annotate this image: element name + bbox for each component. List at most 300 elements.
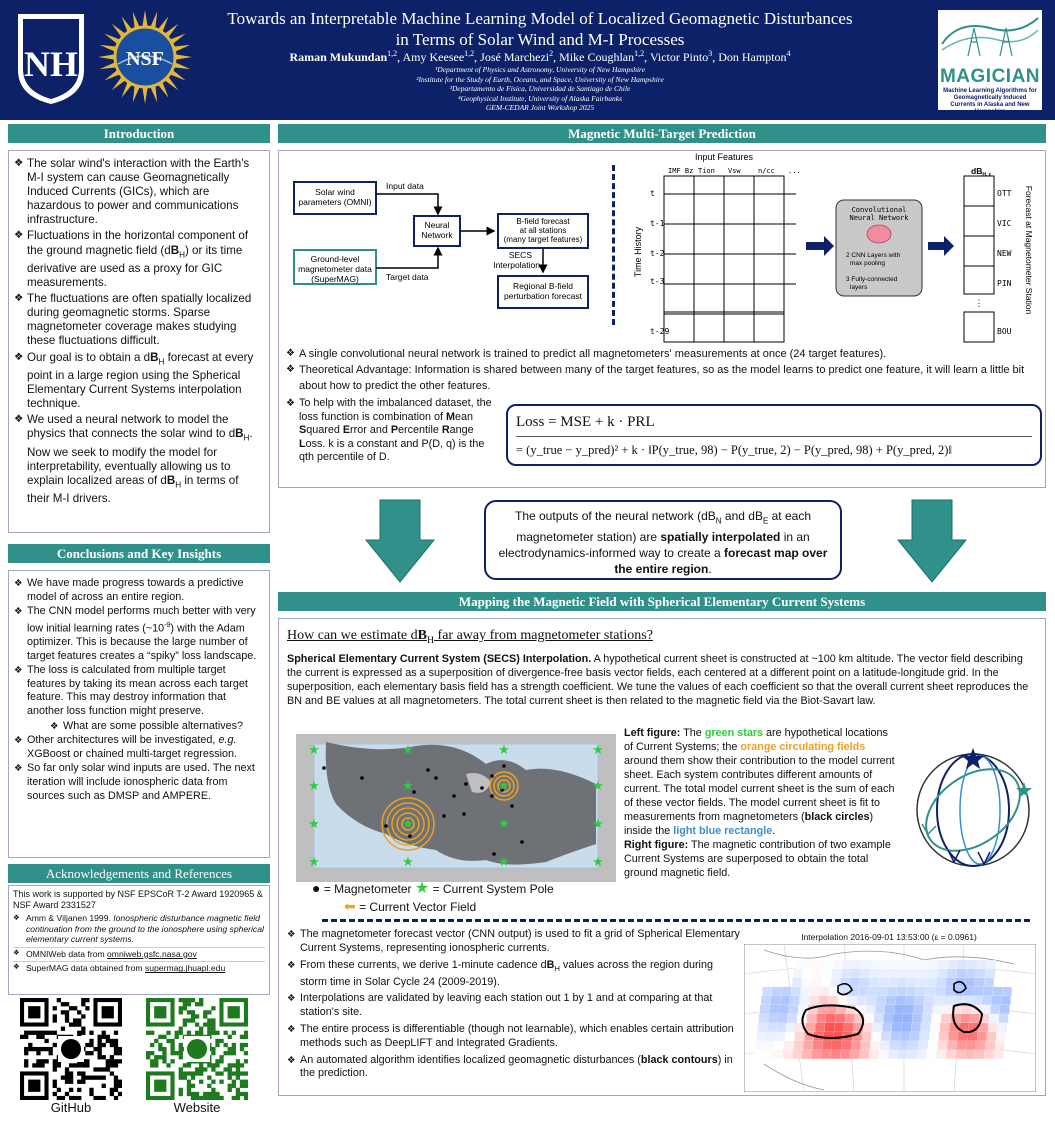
loss-text: ercentile bbox=[398, 424, 442, 436]
qr-module bbox=[77, 1088, 81, 1092]
input-features-label: Input Features bbox=[694, 152, 754, 162]
interp-cell bbox=[940, 1023, 949, 1032]
qr-module bbox=[57, 998, 61, 1002]
interp-cell bbox=[932, 1014, 941, 1023]
feature-column bbox=[754, 176, 784, 314]
qr-module bbox=[110, 1088, 114, 1092]
interp-cell bbox=[939, 1032, 948, 1041]
interp-cell bbox=[833, 1032, 842, 1041]
mapping-bullet: ❖ Interpolations are validated by leaving each station out 1 by 1 and at comparing at that station's site. bbox=[287, 992, 741, 1020]
interp-cell bbox=[977, 1032, 986, 1041]
conclusion-em: e.g. bbox=[218, 734, 237, 747]
interp-cell bbox=[759, 1014, 768, 1023]
nn-label: Neural Network bbox=[421, 220, 453, 240]
interp-cell bbox=[821, 1050, 830, 1059]
interp-cell bbox=[767, 1023, 776, 1032]
qr-module bbox=[65, 1092, 69, 1096]
qr-module bbox=[199, 1002, 203, 1006]
interp-cell bbox=[965, 1050, 974, 1059]
ref-list bbox=[13, 913, 265, 974]
interp-cell bbox=[820, 987, 829, 996]
qr-module bbox=[102, 1035, 106, 1039]
qr-module bbox=[183, 1018, 187, 1022]
target-data-label: Target data bbox=[386, 272, 429, 282]
interp-cell bbox=[821, 978, 830, 987]
qr-module bbox=[24, 1031, 28, 1035]
qr-module bbox=[207, 1010, 211, 1014]
qr-module bbox=[44, 1031, 48, 1035]
mapping-bullet: ❖ The magnetometer forecast vector (CNN output) is used to fit a grid of Spherical Elementary Current Systems, representing ionospheric currents. bbox=[287, 928, 741, 956]
qr-module bbox=[179, 1031, 183, 1035]
interp-cell bbox=[833, 960, 842, 969]
qr-module bbox=[166, 1039, 170, 1043]
mapping-bullet: ❖ From these currents, we derive 1-minute cadence $dB_H$ values across the region during storm time in Solar Cycle 24 (2009-2019). bbox=[287, 959, 741, 990]
interp-cell bbox=[870, 1041, 879, 1050]
qr-module bbox=[179, 1088, 183, 1092]
qr-module bbox=[40, 1035, 44, 1039]
interp-cell bbox=[890, 1041, 899, 1050]
loss-text: rror and bbox=[350, 424, 391, 436]
qr-module bbox=[102, 1055, 106, 1059]
interp-cell bbox=[778, 1014, 787, 1023]
interp-cell bbox=[909, 1041, 918, 1050]
qr-module bbox=[98, 1076, 102, 1080]
interp-cell bbox=[832, 969, 841, 978]
interp-cell bbox=[995, 1041, 1004, 1050]
qr-module bbox=[179, 1071, 183, 1075]
vertical-ellipsis: ⋮ bbox=[974, 298, 984, 308]
qr-module bbox=[77, 1010, 81, 1014]
qr-finder-core bbox=[154, 1006, 166, 1018]
ack-box bbox=[8, 885, 270, 995]
interp-cell bbox=[983, 987, 992, 996]
qr-module bbox=[106, 1035, 110, 1039]
interp-cell bbox=[890, 969, 899, 978]
interp-cell bbox=[999, 1014, 1008, 1023]
conclusion-sup: -9 bbox=[164, 621, 171, 629]
down-arrow-right bbox=[896, 498, 968, 584]
qr-module bbox=[219, 1055, 223, 1059]
interp-cell bbox=[898, 978, 907, 987]
bridge-sub: E bbox=[762, 516, 769, 526]
interp-cell bbox=[927, 1050, 936, 1059]
interp-cell bbox=[947, 1041, 956, 1050]
interp-cell bbox=[785, 1032, 794, 1041]
qr-module bbox=[187, 1080, 191, 1084]
qr-module bbox=[183, 1006, 187, 1010]
qr-module bbox=[53, 1006, 57, 1010]
interp-cell bbox=[912, 1014, 921, 1023]
interp-cell bbox=[755, 1041, 764, 1050]
qr-module bbox=[187, 998, 191, 1002]
qr-module bbox=[53, 1031, 57, 1035]
ref-text: SuperMAG data obtained from bbox=[26, 963, 145, 974]
qr-module bbox=[179, 1006, 183, 1010]
qr-module bbox=[98, 1047, 102, 1051]
interp-cell bbox=[1001, 996, 1010, 1005]
qr-module bbox=[53, 1059, 57, 1063]
qr-module bbox=[179, 1010, 183, 1014]
qr-module bbox=[40, 1059, 44, 1063]
interp-cell bbox=[970, 1014, 979, 1023]
qr-module bbox=[150, 1043, 154, 1047]
qr-module bbox=[244, 1080, 248, 1084]
interp-cell bbox=[888, 978, 897, 987]
interp-cell bbox=[768, 1014, 777, 1023]
intro-bullet: ❖ We used a neural network to model the physics that connects the solar wind to $dB_H$. Now we seek to modify the model for interpretability, eventually allowing us to explain localized areas of $dB_H$ in terms of their M-I drivers. bbox=[14, 413, 264, 506]
interp-cell bbox=[990, 1005, 999, 1014]
qr-module bbox=[179, 1067, 183, 1071]
qr-module bbox=[232, 1047, 236, 1051]
interp-cell bbox=[988, 1023, 997, 1032]
interp-cell bbox=[858, 987, 867, 996]
loss-text: ange bbox=[449, 424, 474, 436]
interp-cell bbox=[992, 996, 1001, 1005]
affiliation-line: GEM-CEDAR Joint Workshop 2025 bbox=[485, 103, 595, 113]
magnetometer-dot bbox=[360, 776, 364, 780]
qr-module bbox=[69, 1022, 73, 1026]
qr-module bbox=[236, 1059, 240, 1063]
qr-module bbox=[81, 1002, 85, 1006]
loss-text: S bbox=[299, 424, 307, 436]
interp-cell bbox=[986, 1041, 995, 1050]
mapping-separator bbox=[322, 919, 1030, 922]
qr-module bbox=[65, 1018, 69, 1022]
qr-module bbox=[240, 1071, 244, 1075]
qr-module bbox=[195, 1022, 199, 1026]
qr-module bbox=[244, 1043, 248, 1047]
interp-cell bbox=[935, 987, 944, 996]
current-pole-star: ★ bbox=[402, 742, 414, 757]
qr-module bbox=[61, 1010, 65, 1014]
qr-module bbox=[114, 1039, 118, 1043]
qr-module bbox=[158, 1055, 162, 1059]
intro-list bbox=[14, 157, 264, 506]
qr-module bbox=[28, 1043, 32, 1047]
qr-module bbox=[77, 1031, 81, 1035]
interp-cell bbox=[984, 1050, 993, 1059]
interp-cell bbox=[880, 969, 889, 978]
qr-module bbox=[85, 998, 89, 1002]
qr-module bbox=[85, 1059, 89, 1063]
interp-cell bbox=[881, 1032, 890, 1041]
bridge-text: The outputs of the neural network (dB bbox=[515, 509, 716, 523]
qr-module bbox=[199, 998, 203, 1002]
qr-module bbox=[191, 1018, 195, 1022]
qr-module bbox=[211, 1063, 215, 1067]
conclusion-bullet: ❖ We have made progress towards a predictive model of across an entire region. bbox=[14, 577, 264, 604]
interp-cell bbox=[860, 1050, 869, 1059]
qr-module bbox=[36, 1035, 40, 1039]
qr-module bbox=[106, 1059, 110, 1063]
interp-cell bbox=[819, 996, 828, 1005]
qr-module bbox=[85, 1063, 89, 1067]
qr-module bbox=[215, 1071, 219, 1075]
qr-module bbox=[49, 1031, 53, 1035]
loss-text: E bbox=[342, 424, 351, 436]
qr-module bbox=[150, 1059, 154, 1063]
interp-cell bbox=[893, 1014, 902, 1023]
qr-module bbox=[211, 1027, 215, 1031]
interp-cell bbox=[910, 1032, 919, 1041]
interp-cell bbox=[881, 960, 890, 969]
qr-module bbox=[118, 1047, 122, 1051]
caption-black: black circles bbox=[804, 811, 870, 823]
qr-module bbox=[44, 1059, 48, 1063]
qr-module bbox=[211, 1031, 215, 1035]
qr-module bbox=[89, 1031, 93, 1035]
interp-cell bbox=[824, 1032, 833, 1041]
qr-module bbox=[65, 1076, 69, 1080]
qr-module bbox=[98, 1035, 102, 1039]
interp-cell bbox=[794, 1041, 803, 1050]
qr-module bbox=[244, 1071, 248, 1075]
arrow-to-output bbox=[928, 236, 954, 256]
current-pole-star: ★ bbox=[308, 742, 320, 757]
github-qr-code[interactable] bbox=[20, 998, 122, 1100]
magnetometer-dot bbox=[426, 768, 430, 772]
interp-cell bbox=[917, 978, 926, 987]
interp-cell bbox=[776, 1032, 785, 1041]
qr-module bbox=[44, 1039, 48, 1043]
interp-cell bbox=[929, 1032, 938, 1041]
interp-cell bbox=[996, 1032, 1005, 1041]
qr-module bbox=[244, 1035, 248, 1039]
qr-module bbox=[228, 1088, 232, 1092]
qr-module bbox=[183, 998, 187, 1002]
qr-module bbox=[175, 1035, 179, 1039]
qr-module bbox=[57, 1063, 61, 1067]
unh-logo bbox=[14, 10, 88, 106]
loss-equation-1: Loss = MSE + k · PRL bbox=[516, 414, 655, 430]
interp-cell bbox=[947, 969, 956, 978]
interp-cell bbox=[887, 987, 896, 996]
interp-cell bbox=[832, 1041, 841, 1050]
interp-cell bbox=[845, 1014, 854, 1023]
flow-separator bbox=[612, 165, 615, 325]
omniweb-link[interactable]: omniweb.gsfc.nasa.gov bbox=[107, 948, 197, 959]
magician-subtitle: Machine Learning Algorithms for Geomagnetically Induced Currents in Alaska and New Hampshire bbox=[943, 88, 1037, 115]
output-column bbox=[964, 176, 994, 294]
qr-module bbox=[215, 1063, 219, 1067]
qr-module bbox=[236, 1063, 240, 1067]
qr-module bbox=[211, 1047, 215, 1051]
interp-cell bbox=[774, 1041, 783, 1050]
interp-cell bbox=[875, 1005, 884, 1014]
intro-bullet: ❖ Fluctuations in the horizontal component of the ground magnetic field $(dB_H)$ or its time derivative are used as a proxy for GIC measurements. bbox=[14, 229, 264, 290]
conclusion-text: The CNN model performs much better with very low initial learning rates (~10 bbox=[27, 605, 256, 635]
ref-item bbox=[13, 913, 265, 945]
qr-module bbox=[244, 1059, 248, 1063]
mapping-bullet: ❖ The entire process is differentiable (though not learnable), which enables certain attribution methods such as DeepLIFT and Integrated Gradients. bbox=[287, 1023, 741, 1051]
qr-finder-core bbox=[228, 1006, 240, 1018]
mmt-heading: Magnetic Multi-Target Prediction bbox=[278, 124, 1046, 143]
loss-text: M bbox=[446, 410, 456, 423]
qr-module bbox=[85, 1051, 89, 1055]
affiliation-line: ³Departamento de Física, Universidad de Santiago de Chile bbox=[449, 84, 631, 94]
qr-module bbox=[40, 1031, 44, 1035]
interp-cell bbox=[891, 960, 900, 969]
vertical-ellipsis: ⋮ bbox=[719, 298, 729, 308]
qr-module bbox=[224, 1067, 228, 1071]
interp-cell bbox=[756, 1032, 765, 1041]
time-history-label: Time History bbox=[633, 226, 643, 278]
ref-item bbox=[13, 961, 265, 974]
qr-module bbox=[69, 1088, 73, 1092]
qr-module bbox=[228, 1067, 232, 1071]
feature-column bbox=[664, 176, 694, 314]
qr-module bbox=[24, 1051, 28, 1055]
qr-module bbox=[24, 1059, 28, 1063]
time-row-label: t-2 bbox=[650, 249, 665, 258]
qr-module bbox=[93, 1067, 97, 1071]
qr-module bbox=[232, 1031, 236, 1035]
qr-module bbox=[219, 1059, 223, 1063]
caption-text: The bbox=[680, 727, 705, 739]
qr-module bbox=[154, 1039, 158, 1043]
qr-module bbox=[179, 1092, 183, 1096]
interp-cell bbox=[862, 1032, 871, 1041]
qr-module bbox=[61, 1002, 65, 1006]
interp-cell bbox=[886, 996, 895, 1005]
qr-module bbox=[65, 1080, 69, 1084]
qr-module bbox=[106, 1063, 110, 1067]
qr-module bbox=[187, 1092, 191, 1096]
qr-module bbox=[211, 1088, 215, 1092]
supermag-link[interactable]: supermag.jhuapl.edu bbox=[144, 963, 226, 974]
conclusion-bullet bbox=[14, 605, 264, 663]
caption-orange: orange circulating fields bbox=[740, 741, 866, 753]
qr-module bbox=[195, 1067, 199, 1071]
interp-cell bbox=[936, 978, 945, 987]
qr-module bbox=[98, 1039, 102, 1043]
interp-cell bbox=[885, 1005, 894, 1014]
forecast-station-label: Forecast at Magnetometer Station bbox=[1024, 185, 1034, 315]
cnn-block-title: Convolutional Neural Network bbox=[849, 206, 909, 222]
qr-module bbox=[154, 1059, 158, 1063]
interp-cell bbox=[822, 969, 831, 978]
cnn-layers-1: 2 CNN Layers with max pooling bbox=[846, 252, 901, 267]
qr-module bbox=[114, 1043, 118, 1047]
qr-module bbox=[81, 1063, 85, 1067]
qr-module bbox=[89, 1076, 93, 1080]
ack-heading: Acknowledgements and References bbox=[8, 864, 270, 883]
website-qr-code[interactable] bbox=[146, 998, 248, 1100]
qr-module bbox=[28, 1031, 32, 1035]
ref-title: Ionospheric disturbance magnetic field continuation from the ground to the ionosphere using spherical elementary current systems. bbox=[26, 913, 264, 945]
magnetometer-dot bbox=[408, 834, 412, 838]
qr-module bbox=[85, 1076, 89, 1080]
qr-module bbox=[211, 1022, 215, 1026]
qr-module bbox=[244, 1031, 248, 1035]
qr-module bbox=[77, 1063, 81, 1067]
interp-cell bbox=[814, 960, 823, 969]
interp-cell bbox=[900, 1032, 909, 1041]
mmt-bullets bbox=[286, 346, 1042, 394]
qr-module bbox=[150, 1063, 154, 1067]
qr-module bbox=[179, 1055, 183, 1059]
interp-cell bbox=[772, 987, 781, 996]
author-name: Don Hampton bbox=[718, 50, 787, 64]
interp-cell bbox=[879, 1050, 888, 1059]
qr-finder-core bbox=[102, 1006, 114, 1018]
qr-module bbox=[40, 1047, 44, 1051]
mapping-bullets bbox=[287, 928, 741, 1081]
interp-cell bbox=[888, 1050, 897, 1059]
qr-module bbox=[175, 1031, 179, 1035]
interp-cell bbox=[790, 996, 799, 1005]
qr-module bbox=[228, 1071, 232, 1075]
interp-cell bbox=[902, 1023, 911, 1032]
output-label: $dB_{H, \varepsilon}$ bbox=[971, 166, 992, 178]
qr-module bbox=[187, 1010, 191, 1014]
qr-module bbox=[203, 1067, 207, 1071]
interp-cell bbox=[966, 969, 975, 978]
qr-module bbox=[65, 1002, 69, 1006]
interp-cell bbox=[958, 960, 967, 969]
bridge-text: and dB bbox=[721, 509, 763, 523]
qr-module bbox=[53, 1063, 57, 1067]
qr-module bbox=[183, 1076, 187, 1080]
qr-module bbox=[179, 998, 183, 1002]
caption-green: green stars bbox=[704, 727, 764, 739]
author-sup: 2 bbox=[549, 49, 554, 58]
qr-module bbox=[102, 1067, 106, 1071]
qr-module bbox=[162, 1047, 166, 1051]
secs-bold: Spherical Elementary Current System (SECS) Interpolation. bbox=[287, 653, 592, 665]
affiliation-line: ⁴Geophysical Institute, University of Alaska Fairbanks bbox=[457, 93, 623, 103]
mapping-heading: Mapping the Magnetic Field with Spherical Elementary Current Systems bbox=[278, 592, 1046, 611]
author-name: Amy Keesee bbox=[402, 50, 465, 64]
interp-cell bbox=[879, 978, 888, 987]
interp-cell bbox=[982, 996, 991, 1005]
magnetometer-dot bbox=[322, 766, 326, 770]
qr-module bbox=[102, 1031, 106, 1035]
interp-cell bbox=[928, 1041, 937, 1050]
pole-star-icon: ★ bbox=[414, 880, 430, 897]
interp-cell bbox=[786, 1023, 795, 1032]
qr-module bbox=[191, 1010, 195, 1014]
qr-module bbox=[207, 1027, 211, 1031]
qr-module bbox=[114, 1088, 118, 1092]
interp-cell bbox=[941, 1014, 950, 1023]
qr-module bbox=[236, 1092, 240, 1096]
interp-cell bbox=[838, 996, 847, 1005]
qr-module bbox=[191, 1092, 195, 1096]
qr-module bbox=[24, 1035, 28, 1039]
qr-module bbox=[77, 1022, 81, 1026]
bridge-box bbox=[484, 500, 842, 580]
intro-bullet: ❖ The fluctuations are often spatially localized during geomagnetic storms. Sparse magnetometer coverage makes studying these fluctuations difficult. bbox=[14, 292, 264, 348]
interp-cell bbox=[869, 978, 878, 987]
interp-cell bbox=[782, 987, 791, 996]
interp-cell bbox=[957, 1041, 966, 1050]
qr-module bbox=[199, 1080, 203, 1084]
interp-cell bbox=[812, 1050, 821, 1059]
qr-module bbox=[187, 1002, 191, 1006]
interp-cell bbox=[976, 1041, 985, 1050]
interp-cell bbox=[843, 960, 852, 969]
qr-module bbox=[215, 1059, 219, 1063]
qr-module bbox=[61, 1076, 65, 1080]
legend-row bbox=[312, 898, 612, 916]
interp-cell bbox=[784, 1041, 793, 1050]
qr-module bbox=[98, 1051, 102, 1055]
qr-module bbox=[53, 1080, 57, 1084]
bridge-text: . bbox=[708, 562, 712, 577]
authors-line: Raman Mukundan$^{1,2}$, Amy Keesee$^{1,2}$, José Marchezi$^2$, Mike Coughlan$^{1,2}$, Victor Pinto$^3$, Don Hampton$^4$ bbox=[289, 49, 791, 64]
qr-module bbox=[207, 1092, 211, 1096]
